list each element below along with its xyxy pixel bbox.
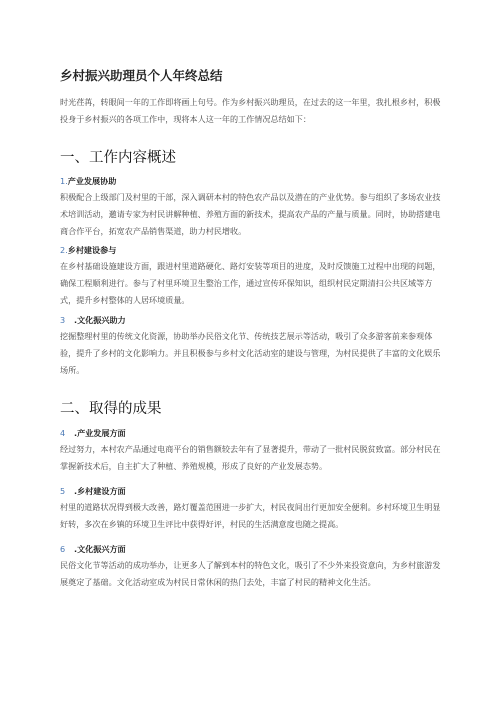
subheading-number: 4 bbox=[60, 428, 66, 438]
subheading-industry-assist bbox=[60, 174, 116, 188]
subheading-number: 5 bbox=[60, 486, 66, 496]
subheading-number: 3 bbox=[60, 315, 66, 325]
section-heading-work-overview: 一、工作内容概述 bbox=[60, 150, 176, 166]
subheading-number: 1. bbox=[60, 176, 68, 186]
intro-paragraph: 时光荏苒，转眼间一年的工作即将画上句号。作为乡村振兴助理员，在过去的这一年里，我扎根乡村，积极投身于乡村振兴的各项工作中，现将本人这一年的工作情况总结如下： bbox=[60, 97, 441, 125]
subheading-label: 乡村建设参与 bbox=[67, 245, 117, 255]
paragraph-culture-results: 民俗文化节等活动的成功举办，让更多人了解到本村的特色文化，吸引了不少外来投资意向，为乡村旅游发展奠定了基础。文化活动室成为村民日常休闲的热门去处，丰富了村民的精神文化生活。 bbox=[60, 560, 441, 588]
paragraph-industry-assist: 积极配合上级部门及村里的干部，深入调研本村的特色农产品以及潜在的产业优势。参与组织了多场农业技术培训活动，邀请专家为村民讲解种植、养殖方面的新技术，提高农产品的产量与质量。同时，协助搭建电商合作平台，拓宽农产品销售渠道，助力村民增收。 bbox=[60, 192, 441, 237]
subheading-culture-assist bbox=[60, 313, 126, 327]
subheading-number: 2. bbox=[60, 245, 68, 255]
subheading-village-construction bbox=[60, 243, 116, 257]
paragraph-culture-assist: 挖掘整理村里的传统文化资源，协助举办民俗文化节、传统技艺展示等活动，吸引了众多游客前来参观体验，提升了乡村的文化影响力。并且积极参与乡村文化活动室的建设与管理，为村民提供了丰富的文化娱乐场所。 bbox=[60, 331, 441, 376]
section-heading-achievements: 二、取得的成果 bbox=[60, 401, 162, 417]
document-title: 乡村振兴助理员个人年终总结 bbox=[60, 68, 223, 83]
subheading-label: 产业发展协助 bbox=[67, 176, 117, 186]
subheading-label: .乡村建设方面 bbox=[74, 486, 126, 496]
subheading-label: .文化振兴方面 bbox=[74, 544, 126, 554]
subheading-number: 6 bbox=[60, 544, 66, 554]
subheading-construction-results bbox=[60, 484, 126, 498]
paragraph-construction-results: 村里的道路状况得到极大改善，路灯覆盖范围进一步扩大，村民夜间出行更加安全便利。乡村环境卫生明显好转，多次在乡镇的环境卫生评比中获得好评，村民的生活满意度也随之提高。 bbox=[60, 502, 441, 530]
paragraph-village-construction: 在乡村基础设施建设方面，跟进村里道路硬化、路灯安装等项目的进度，及时反馈施工过程中出现的问题，确保工程顺利进行。参与了村里环境卫生整治工作，通过宣传环保知识，组织村民定期清扫公共区域等方式，提升乡村整体的人居环境质量。 bbox=[60, 261, 441, 306]
paragraph-industry-results: 经过努力，本村农产品通过电商平台的销售额较去年有了显著提升，带动了一批村民脱贫致富。部分村民在掌握新技术后，自主扩大了种植、养殖规模，形成了良好的产业发展态势。 bbox=[60, 444, 441, 472]
subheading-label: .产业发展方面 bbox=[74, 428, 126, 438]
subheading-label: .文化振兴助力 bbox=[74, 315, 126, 325]
subheading-culture-results bbox=[60, 542, 126, 556]
subheading-industry-results bbox=[60, 426, 126, 440]
